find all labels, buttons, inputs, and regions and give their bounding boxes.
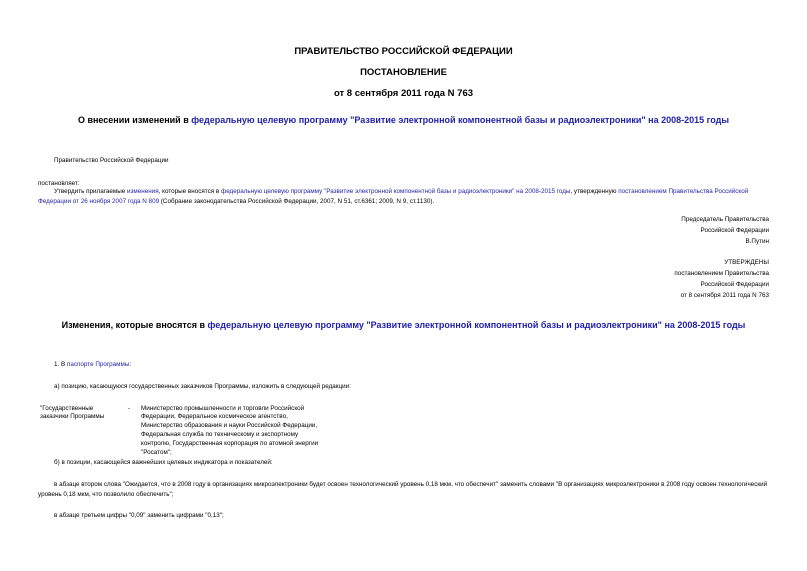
p1-text-c: , утвержденную [570, 188, 619, 195]
item-b-paragraph-3: в абзаце третьем цифры "0,09" заменить цифрами "0,13"; [54, 512, 224, 519]
program-passport-link[interactable]: паспорте Программы [66, 361, 130, 368]
signature-country: Российской Федерации [700, 227, 769, 234]
signature-title: Председатель Правительства [681, 216, 769, 223]
p1-text-b: , которые вносятся в [158, 188, 222, 195]
table-dash: - [128, 405, 131, 412]
government-heading: ПРАВИТЕЛЬСТВО РОССИЙСКОЙ ФЕДЕРАЦИИ [294, 46, 513, 57]
table-left-line-2: заказчики Программы [40, 413, 105, 420]
item-b: б) в позиции, касающейся важнейших целевых индикатора и показателей: [54, 459, 273, 466]
table-right-line-1: Министерство промышленности и торговли Российской [141, 405, 305, 412]
approved-label: УТВЕРЖДЕНЫ [724, 259, 769, 266]
changes-link[interactable]: изменения [127, 188, 159, 195]
changes-program-link[interactable]: федеральную целевую программу "Развитие электронной компонентной базы и радиоэлектроники" на 2008-2015 годы [207, 320, 746, 330]
table-right-line-3: Министерство образования и науки Российской Федерации, [141, 422, 318, 429]
approved-by: постановлением Правительства [674, 270, 769, 277]
changes-title-prefix: Изменения, которые вносятся в [61, 320, 208, 330]
changes-title [0, 320, 807, 330]
item-a: а) позицию, касающуюся государственных заказчиков Программы, изложить в следующей редакции: [54, 383, 351, 390]
table-right-line-5: контролю, Государственная корпорация по атомной энергии [141, 440, 319, 447]
item-1-suffix: : [129, 361, 132, 368]
decrees-word: постановляет: [38, 180, 80, 187]
program-link-2[interactable]: федеральную целевую программу "Развитие электронной компонентной базы и радиоэлектроники" на 2008-2015 годы [221, 188, 571, 195]
approved-date: от 8 сентября 2011 года N 763 [680, 292, 769, 299]
item-b-paragraph-2: в абзаце втором слова "Ожидается, что в 2008 году в организациях микроэлектроники будет освоен технологический уровень 0,18 мкм, что обеспечит" заменить словами "В организациях микроэлектроники в 2008 году освоен технологический уровень 0,18 мкм, что позволило обеспечить"; [38, 481, 768, 498]
item-1 [54, 361, 131, 369]
program-link[interactable]: федеральную целевую программу "Развитие электронной компонентной базы и радиоэлектроники" на 2008-2015 годы [191, 115, 730, 125]
item-1-prefix: 1. В [54, 361, 67, 368]
document-title [0, 115, 807, 125]
table-right-line-2: Федерации, Федеральное космическое агентство, [141, 413, 288, 420]
table-right-line-6: "Росатом"; [141, 449, 172, 456]
document-date: от 8 сентября 2011 года N 763 [333, 88, 474, 99]
p1-text-d: (Собрание законодательства Российской Федерации, 2007, N 51, ст.6361; 2009, N 9, ст.1130). [159, 198, 435, 205]
table-left-line-1: "Государственные [40, 405, 94, 412]
approved-country: Российской Федерации [700, 281, 769, 288]
signature-name: В.Путин [745, 238, 769, 245]
table-right-line-4: Федеральная служба по техническому и экспортному [141, 431, 299, 438]
resolution-paragraph [38, 187, 769, 207]
resolution-809-link[interactable]: постановлением Правительства Российской Федерации от 26 ноября 2007 года N 809 [38, 188, 749, 205]
government-subject: Правительство Российской Федерации [54, 157, 169, 164]
p1-text-a: Утвердить прилагаемые [54, 188, 127, 195]
title-prefix: О внесении изменений в [77, 115, 192, 125]
document-type: ПОСТАНОВЛЕНИЕ [360, 67, 447, 78]
